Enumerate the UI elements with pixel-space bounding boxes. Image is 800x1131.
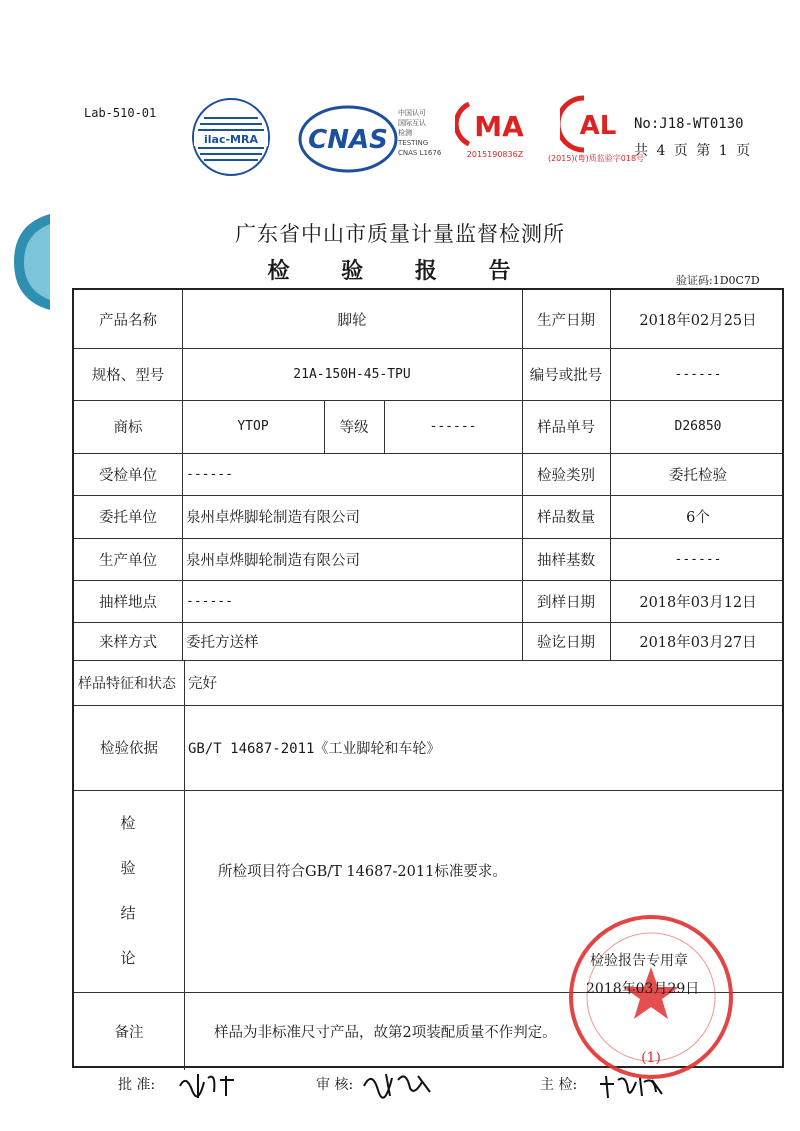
label-finish-date: 验讫日期 <box>537 634 595 651</box>
value-sample-no: D26850 <box>674 419 722 434</box>
label-batch-no: 编号或批号 <box>529 367 603 384</box>
label-grade: 等级 <box>339 420 369 436</box>
label-inspected-unit: 受检单位 <box>99 467 157 484</box>
value-finish-date: 2018年03月27日 <box>639 634 757 651</box>
page-count: 共 4 页 第 1 页 <box>634 143 753 159</box>
value-manufacturer: 泉州卓烨脚轮制造有限公司 <box>186 552 360 569</box>
review-label: 审 核: <box>316 1077 354 1093</box>
label-product-name: 产品名称 <box>99 312 157 329</box>
value-trademark: YTOP <box>237 419 269 434</box>
value-arrival-date: 2018年03月12日 <box>639 594 757 611</box>
report-number: No:J18-WT0130 <box>634 116 744 132</box>
verify-code: 验证码:1D0C7D <box>676 274 760 287</box>
value-inspection-type: 委托检验 <box>669 467 727 484</box>
value-production-date: 2018年02月25日 <box>639 312 757 329</box>
report-title: 检 验 报 告 <box>267 258 533 284</box>
cnas-logo <box>298 104 398 174</box>
label-sampling-method: 来样方式 <box>99 634 157 651</box>
svg-text:AL: AL <box>579 111 617 141</box>
label-sample-state: 样品特征和状态 <box>78 675 176 692</box>
cal-logo <box>560 94 626 154</box>
label-trademark: 商标 <box>113 420 143 436</box>
stamp-date: 2018年03月29日 <box>586 981 700 997</box>
label-spec-model: 规格、型号 <box>91 367 165 384</box>
cal-number: (2015)(粤)质监验字018号 <box>547 154 645 163</box>
label-arrival-date: 到样日期 <box>537 594 595 611</box>
value-spec-model: 21A-150H-45-TPU <box>293 366 411 382</box>
label-production-date: 生产日期 <box>537 312 595 329</box>
svg-text:ilac-MRA: ilac-MRA <box>204 133 258 146</box>
approve-label: 批 准: <box>118 1077 156 1093</box>
cma-logo <box>455 100 531 148</box>
main-inspector-label: 主 检: <box>540 1077 578 1093</box>
svg-text:(1): (1) <box>641 1050 661 1066</box>
value-sampling-base: ------ <box>674 551 722 567</box>
label-conclusion: 检 验 结 论 <box>120 814 136 967</box>
svg-text:CNAS: CNAS <box>308 125 388 155</box>
stamp-label: 检验报告专用章 <box>590 953 688 969</box>
cma-number: 2015190836Z <box>466 150 524 159</box>
approve-signature <box>176 1068 240 1102</box>
label-sample-no: 样品单号 <box>537 420 595 436</box>
value-sample-state: 完好 <box>188 676 217 692</box>
label-manufacturer: 生产单位 <box>99 552 157 569</box>
label-client-unit: 委托单位 <box>99 510 157 526</box>
ilac-mra-logo <box>190 96 272 178</box>
value-remarks: 样品为非标准尺寸产品，故第2项装配质量不作判定。 <box>214 1024 557 1041</box>
label-basis: 检验依据 <box>100 741 158 757</box>
value-grade: ------ <box>429 419 477 434</box>
value-basis: GB/T 14687-2011《工业脚轮和车轮》 <box>188 740 441 757</box>
label-sample-qty: 样品数量 <box>537 510 595 526</box>
value-product-name: 脚轮 <box>337 312 367 329</box>
label-sampling-place: 抽样地点 <box>99 594 157 611</box>
svg-text:MA: MA <box>474 110 524 143</box>
value-client-unit: 泉州卓烨脚轮制造有限公司 <box>186 510 360 526</box>
label-remarks: 备注 <box>114 1024 144 1041</box>
cnas-subtitle: 中国认可 国际互认 检测 TESTING CNAS L1676 <box>398 109 442 157</box>
lab-code: Lab-510-01 <box>84 106 157 120</box>
value-batch-no: ------ <box>674 366 722 382</box>
value-conclusion: 所检项目符合GB/T 14687-2011标准要求。 <box>218 863 507 880</box>
institute-name: 广东省中山市质量计量监督检测所 <box>235 222 565 246</box>
value-sampling-method: 委托方送样 <box>186 634 259 651</box>
review-signature <box>360 1066 436 1100</box>
label-sampling-base: 抽样基数 <box>537 552 595 569</box>
value-inspected-unit: ------ <box>186 466 233 482</box>
label-inspection-type: 检验类别 <box>537 467 595 484</box>
value-sampling-place: ------ <box>186 593 233 609</box>
main-inspector-signature <box>596 1070 666 1102</box>
value-sample-qty: 6个 <box>686 510 710 526</box>
